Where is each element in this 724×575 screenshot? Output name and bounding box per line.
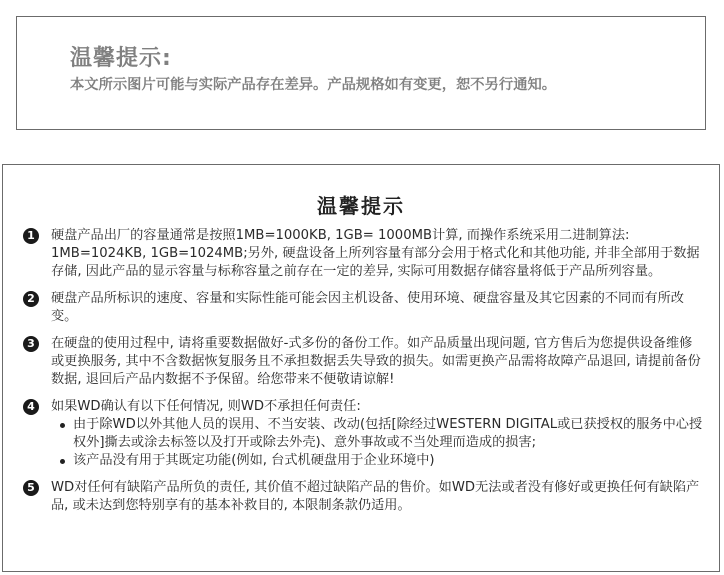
notice-item-text: 硬盘产品所标识的速度、容量和实际性能可能会因主机设备、使用环境、硬盘容量及其它因素的不同而有所改变。 — [51, 291, 684, 324]
notice-box — [16, 16, 706, 130]
notice-item-text: 硬盘产品出厂的容量通常是按照1MB=1000KB, 1GB= 1000MB计算, 而操作系统采用二进制算法: 1MB=1024KB, 1GB=1024MB;另外, 硬盘设备上所列容量有部分会用于格式化和其他功能, 并非全部用于数据存储, 因此产品的显示容量与标称容量之前存在一定的差异, 实际可用数据存储容量将低于产品所列容量。 — [51, 228, 700, 279]
notice-item-4 — [21, 398, 705, 470]
bullet-dot-icon — [60, 423, 65, 428]
notice-text: 本文所示图片可能与实际产品存在差异。产品规格如有变更，恕不另行通知。 — [70, 77, 557, 93]
number-5-icon: 5 — [23, 480, 39, 496]
notice-item-1 — [21, 227, 705, 281]
bullet-item — [51, 416, 705, 452]
bullet-text: 该产品没有用于其既定功能(例如, 台式机硬盘用于企业环境中) — [73, 453, 435, 468]
bullet-text: 由于除WD以外其他人员的误用、不当安装、改动(包括[除经过WESTERN DIGITAL或已获授权的服务中心授权外]撕去或涂去标签以及打开或除去外壳)、意外事故或不当处理而造成的损害; — [73, 417, 703, 450]
number-3-icon: 3 — [23, 336, 39, 352]
number-4-icon: 4 — [23, 399, 39, 415]
number-1-icon: 1 — [23, 228, 39, 244]
notice-title: 温馨提示: — [70, 46, 172, 71]
main-notice-title: 温馨提示 — [317, 194, 405, 218]
bullet-dot-icon — [60, 459, 65, 464]
notice-item-text: 如果WD确认有以下任何情况, 则WD不承担任何责任: — [51, 399, 361, 414]
main-notice-box — [2, 164, 720, 572]
notice-item-3 — [21, 335, 705, 389]
notice-item-text: 在硬盘的使用过程中, 请将重要数据做好-式多份的备份工作。如产品质量出现问题, 官方售后为您提供设备维修或更换服务, 其中不含数据恢复服务且不承担数据丢失导致的损失。如需更换产品需将故障产品退回, 请提前备份数据, 退回后产品内数据不予保留。给您带来不便敬请谅解! — [51, 336, 701, 387]
notice-item-list — [21, 227, 705, 524]
bullet-item — [51, 452, 705, 470]
notice-item-2 — [21, 290, 705, 326]
number-2-icon: 2 — [23, 291, 39, 307]
notice-item-5 — [21, 479, 705, 515]
notice-item-text: WD对任何有缺陷产品所负的责任, 其价值不超过缺陷产品的售价。如WD无法或者没有修好或更换任何有缺陷产品, 或未达到您特别享有的基本补救目的, 本限制条款仍适用。 — [51, 480, 700, 513]
